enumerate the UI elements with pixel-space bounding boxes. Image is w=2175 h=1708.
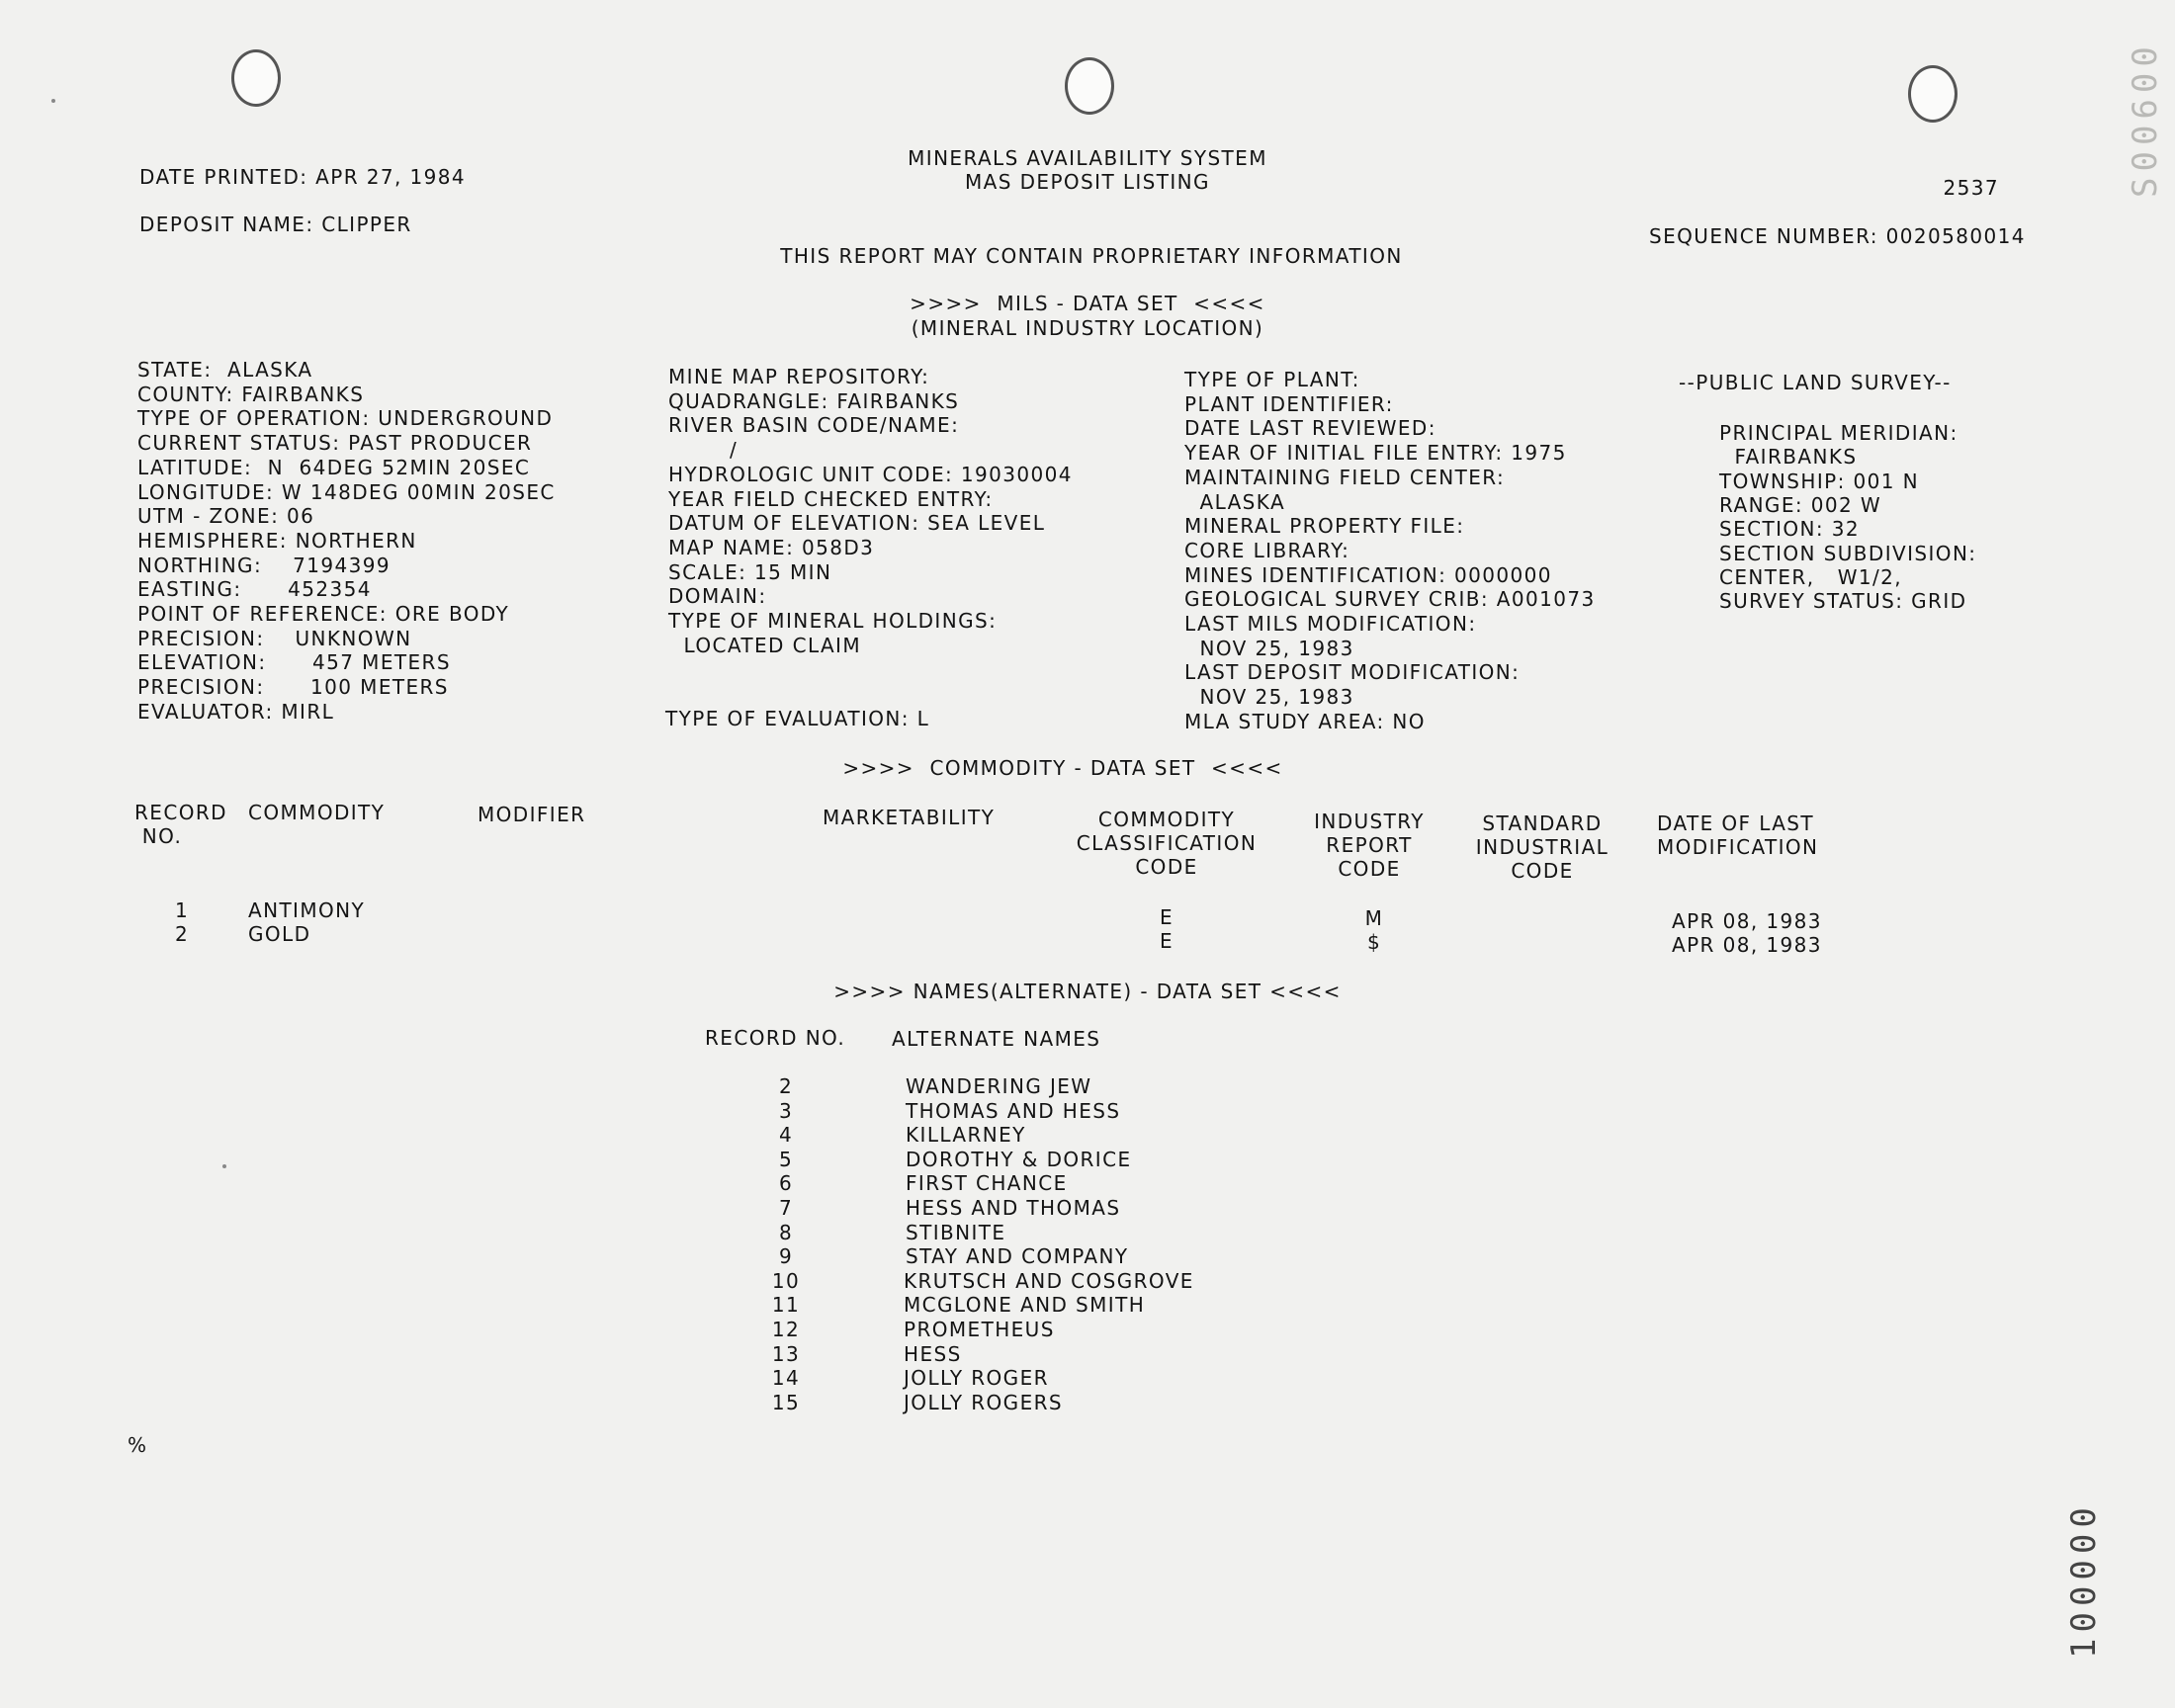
maintaining-field-center-field: MAINTAINING FIELD CENTER: [1184,465,1506,489]
record-no-cell: 5 [778,1147,794,1171]
alternate-name-cell: HESS [904,1341,962,1366]
marketability-header: MARKETABILITY [823,806,996,829]
classification-code-cell: E [1159,929,1174,953]
precision-field: PRECISION: UNKNOWN [137,626,412,650]
proprietary-notice: THIS REPORT MAY CONTAIN PROPRIETARY INFORMATION [780,244,1403,268]
industry-report-code-cell: M [1364,906,1384,930]
list-item [0,1171,1384,1195]
range-field: RANGE: 002 W [1719,492,1882,517]
page-stamp-bottom: 100000 [2064,1501,2104,1659]
record-no-cell: 8 [778,1220,794,1244]
date-last-reviewed-field: DATE LAST REVIEWED: [1184,416,1436,441]
list-item [0,1123,1384,1147]
alternate-name-cell: STAY AND COMPANY [906,1244,1129,1269]
operation-type-field: TYPE OF OPERATION: UNDERGROUND [137,406,554,431]
listing-title: MAS DEPOSIT LISTING [965,170,1210,194]
section-field: SECTION: 32 [1719,517,1861,542]
list-item [0,1196,1384,1220]
industry-report-code-header: INDUSTRY REPORT CODE [1314,810,1425,881]
record-no-cell: 2 [778,1074,794,1098]
page-stamp-top: S00600 [2126,41,2165,198]
county-field: COUNTY: FAIRBANKS [137,382,365,406]
record-no-cell: 9 [778,1244,794,1269]
core-library-field: CORE LIBRARY: [1184,538,1350,562]
record-no-cell: 15 [771,1390,801,1414]
record-no-cell: 11 [771,1293,801,1318]
record-no-cell: 12 [771,1318,801,1341]
principal-meridian-field: PRINCIPAL MERIDIAN: [1719,421,1958,445]
industry-report-code-cell: $ [1366,930,1382,954]
elevation-field: ELEVATION: 457 METERS [137,650,451,675]
elevation-precision-field: PRECISION: 100 METERS [137,675,449,700]
sequence-number: SEQUENCE NUMBER: 0020580014 [1649,224,2026,248]
quadrangle-field: QUADRANGLE: FAIRBANKS [668,388,960,413]
names-record-no-header: RECORD NO. [705,1026,846,1050]
list-item [0,1269,1384,1293]
alternate-name-cell: FIRST CHANCE [906,1171,1068,1196]
public-land-survey-title: --PUBLIC LAND SURVEY-- [1679,371,1952,394]
list-item [0,1221,1384,1244]
commodity-cell: GOLD [248,922,311,946]
list-item [0,1293,1384,1317]
current-status-field: CURRENT STATUS: PAST PRODUCER [137,431,533,456]
map-name-field: MAP NAME: 058D3 [668,535,875,559]
easting-field: EASTING: 452354 [137,577,372,602]
list-item [0,1244,1384,1268]
list-item [0,1148,1384,1171]
mineral-property-file-field: MINERAL PROPERTY FILE: [1184,514,1465,539]
river-basin-value: / [668,438,739,463]
domain-field: DOMAIN: [668,584,767,609]
alternate-name-cell: KILLARNEY [906,1123,1026,1148]
alternate-names-header: ALTERNATE NAMES [892,1027,1101,1051]
survey-status-field: SURVEY STATUS: GRID [1719,589,1967,614]
alternate-names-list [0,1074,1384,1420]
list-item [0,1318,1384,1341]
last-mils-modification-field: LAST MILS MODIFICATION: [1184,612,1477,636]
list-item [0,1099,1384,1123]
mine-map-repository-field: MINE MAP REPOSITORY: [668,365,930,388]
record-no-header: RECORD NO. [134,801,227,848]
record-no-cell: 4 [778,1123,794,1148]
state-field: STATE: ALASKA [137,358,313,382]
hemisphere-field: HEMISPHERE: NORTHERN [137,528,417,553]
township-field: TOWNSHIP: 001 N [1719,469,1919,493]
record-no-cell: 13 [771,1341,801,1366]
date-of-last-modification-header: DATE OF LAST MODIFICATION [1657,811,1819,859]
alternate-name-cell: HESS AND THOMAS [906,1196,1121,1220]
list-item [0,1366,1384,1390]
date-cell: APR 08, 1983 [1672,909,1822,933]
alternate-name-cell: PROMETHEUS [904,1318,1055,1341]
deposit-name: DEPOSIT NAME: CLIPPER [139,213,412,236]
section-subdivision-value: CENTER, W1/2, [1719,564,1903,589]
alternate-name-cell: THOMAS AND HESS [906,1098,1121,1123]
list-item [0,1074,1384,1098]
alternate-name-cell: STIBNITE [906,1220,1006,1244]
alternate-name-cell: WANDERING JEW [906,1074,1092,1098]
mla-study-area-field: MLA STUDY AREA: NO [1184,709,1426,733]
year-field-checked-field: YEAR FIELD CHECKED ENTRY: [668,486,994,511]
standard-industrial-code-header: STANDARD INDUSTRIAL CODE [1475,811,1610,883]
alternate-name-cell: JOLLY ROGER [904,1366,1049,1391]
section-subdivision-field: SECTION SUBDIVISION: [1719,541,1977,565]
point-of-reference-field: POINT OF REFERENCE: ORE BODY [137,602,510,626]
alternate-name-cell: JOLLY ROGERS [904,1390,1064,1414]
record-no-cell: 7 [778,1196,794,1220]
percent-mark: % [128,1433,148,1457]
longitude-field: LONGITUDE: W 148DEG 00MIN 20SEC [137,479,556,504]
punch-hole-left [231,49,281,107]
classification-code-header: COMMODITY CLASSIFICATION CODE [1076,808,1258,879]
record-no-cell: 14 [771,1366,801,1391]
mines-identification-field: MINES IDENTIFICATION: 0000000 [1184,562,1552,587]
mils-section-title: >>>> MILS - DATA SET <<<< [910,292,1265,315]
date-cell: APR 08, 1983 [1672,933,1822,957]
geological-survey-crib-field: GEOLOGICAL SURVEY CRIB: A001073 [1184,587,1596,612]
list-item [0,1391,1384,1414]
type-of-plant-field: TYPE OF PLANT: [1184,368,1360,391]
last-mils-modification-value: NOV 25, 1983 [1184,636,1354,660]
evaluator-field: EVALUATOR: MIRL [137,699,335,724]
alternate-name-cell: MCGLONE AND SMITH [904,1293,1146,1318]
mils-section-subtitle: (MINERAL INDUSTRY LOCATION) [911,316,1264,340]
mineral-holdings-value: LOCATED CLAIM [668,633,861,657]
alternate-name-cell: DOROTHY & DORICE [906,1147,1132,1171]
last-deposit-modification-value: NOV 25, 1983 [1184,685,1354,710]
commodity-header: COMMODITY [248,801,386,824]
principal-meridian-value: FAIRBANKS [1719,445,1858,470]
record-no-cell: 1 [174,898,190,922]
page-number: 2537 [1943,176,1999,200]
utm-zone-field: UTM - ZONE: 06 [137,504,315,529]
commodity-cell: ANTIMONY [248,898,366,922]
initial-file-entry-field: YEAR OF INITIAL FILE ENTRY: 1975 [1184,441,1567,466]
hydrologic-unit-field: HYDROLOGIC UNIT CODE: 19030004 [668,462,1073,486]
river-basin-field: RIVER BASIN CODE/NAME: [668,413,960,438]
record-no-cell: 2 [174,922,190,946]
scale-field: SCALE: 15 MIN [668,559,832,584]
record-no-cell: 10 [771,1268,801,1293]
punch-hole-right [1908,65,1958,123]
punch-hole-center [1065,57,1114,115]
date-printed: DATE PRINTED: APR 27, 1984 [139,165,467,189]
record-no-cell: 3 [778,1098,794,1123]
system-title: MINERALS AVAILABILITY SYSTEM [908,146,1267,170]
names-section-title: >>>> NAMES(ALTERNATE) - DATA SET <<<< [833,980,1342,1003]
list-item [0,1342,1384,1366]
mineral-holdings-field: TYPE OF MINERAL HOLDINGS: [668,609,998,633]
type-of-evaluation-field: TYPE OF EVALUATION: L [665,707,930,730]
plant-identifier-field: PLANT IDENTIFIER: [1184,391,1394,416]
record-no-cell: 6 [778,1171,794,1196]
northing-field: NORTHING: 7194399 [137,553,391,577]
speck-mark [51,99,55,103]
classification-code-cell: E [1159,905,1174,929]
modifier-header: MODIFIER [478,803,586,826]
last-deposit-modification-field: LAST DEPOSIT MODIFICATION: [1184,660,1521,685]
datum-of-elevation-field: DATUM OF ELEVATION: SEA LEVEL [668,511,1046,536]
latitude-field: LATITUDE: N 64DEG 52MIN 20SEC [137,455,531,479]
commodity-section-title: >>>> COMMODITY - DATA SET <<<< [842,756,1283,780]
alternate-name-cell: KRUTSCH AND COSGROVE [904,1268,1194,1293]
maintaining-field-center-value: ALASKA [1184,489,1286,514]
